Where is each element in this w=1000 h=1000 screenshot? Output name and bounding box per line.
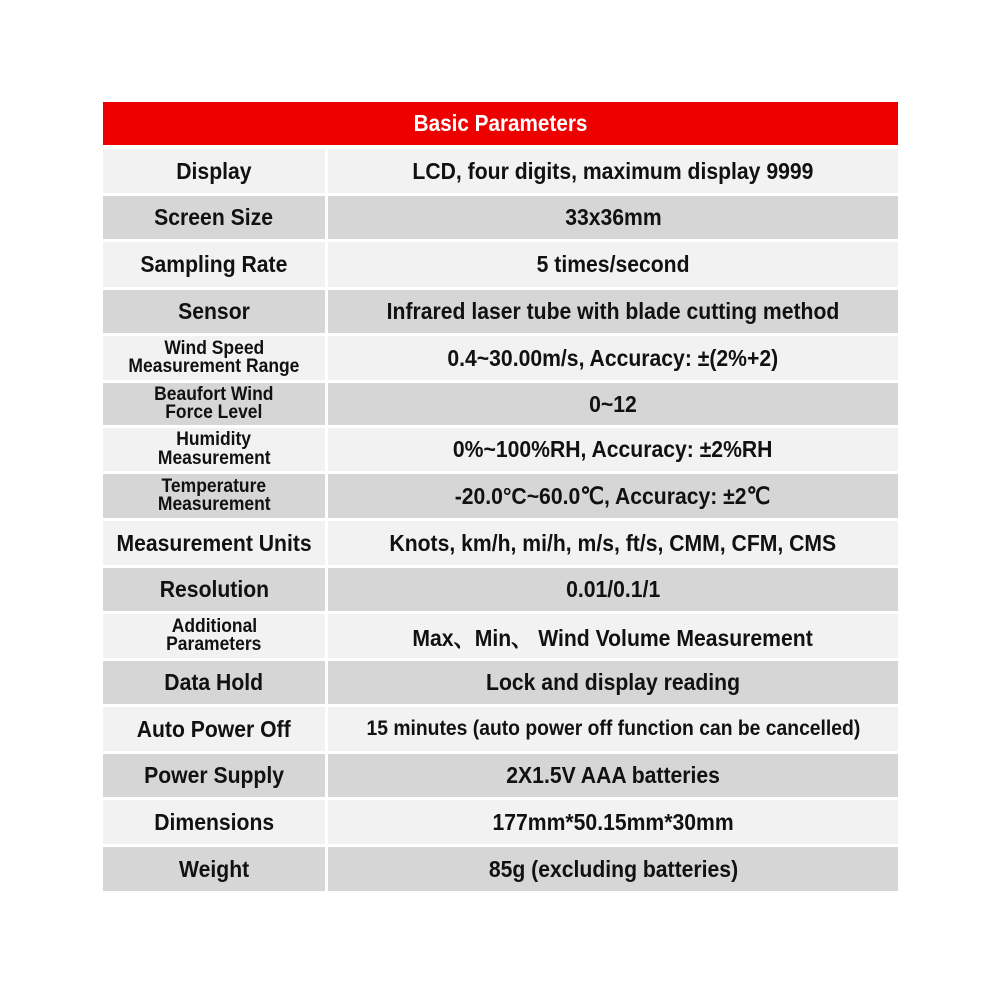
row-label — [103, 428, 325, 471]
cell-text: -20.0°C~60.0℃, Accuracy: ±2℃ — [455, 482, 771, 509]
row-label — [103, 196, 325, 239]
row-label — [103, 568, 325, 611]
cell-text: Sampling Rate — [140, 251, 288, 277]
cell-text: Power Supply — [144, 762, 284, 788]
table-row — [103, 847, 898, 891]
row-value — [328, 242, 898, 287]
cell-text: 2X1.5V AAA batteries — [506, 762, 720, 788]
row-label — [103, 383, 325, 425]
cell-text: Temperature — [161, 475, 267, 497]
cell-text: 0~12 — [589, 390, 637, 417]
row-value — [328, 196, 898, 239]
cell-text: Data Hold — [164, 669, 264, 695]
row-label — [103, 847, 325, 891]
row-value — [328, 383, 898, 425]
row-value — [328, 707, 898, 751]
cell-text: Wind Speed — [164, 337, 264, 359]
row-label — [103, 474, 325, 518]
cell-text: Force Level — [165, 402, 263, 423]
table-row — [103, 754, 898, 797]
cell-text: Additional — [171, 615, 257, 637]
cell-text: 0.01/0.1/1 — [565, 576, 661, 602]
cell-text: Display — [176, 157, 252, 184]
row-label — [103, 614, 325, 658]
cell-text: Parameters — [166, 634, 262, 655]
row-value — [328, 428, 898, 471]
row-label — [103, 149, 325, 193]
table-row — [103, 800, 898, 844]
cell-text: Infrared laser tube with blade cutting method — [386, 298, 840, 324]
cell-text: 15 minutes (auto power off function can be cancelled) — [366, 717, 860, 740]
cell-text: Auto Power Off — [136, 715, 291, 742]
cell-text: 5 times/second — [536, 251, 690, 277]
cell-text: Humidity — [176, 429, 252, 451]
cell-text: Resolution — [159, 576, 269, 602]
row-value — [328, 474, 898, 518]
row-value — [328, 754, 898, 797]
cell-text: 177mm*50.15mm*30mm — [492, 808, 734, 835]
table-row — [103, 521, 898, 565]
cell-text: 33x36mm — [564, 204, 662, 230]
row-label — [103, 754, 325, 797]
cell-text: Screen Size — [154, 204, 274, 230]
cell-text: 0%~100%RH, Accuracy: ±2%RH — [453, 436, 773, 462]
cell-text: Lock and display reading — [485, 669, 740, 695]
table-row — [103, 614, 898, 658]
table-row — [103, 149, 898, 193]
cell-text: Max、Min、 Wind Volume Measurement — [412, 624, 814, 651]
table-title-text: Basic Parameters — [413, 110, 588, 136]
table-row — [103, 383, 898, 425]
cell-text: Knots, km/h, mi/h, m/s, ft/s, CMM, CFM, CMS — [389, 529, 837, 556]
row-label — [103, 800, 325, 844]
row-label — [103, 242, 325, 287]
row-label — [103, 707, 325, 751]
table-row — [103, 336, 898, 380]
table-row — [103, 428, 898, 471]
cell-text: Measurement — [157, 447, 271, 469]
table-title — [103, 102, 898, 145]
cell-text: 0.4~30.00m/s, Accuracy: ±(2%+2) — [447, 344, 779, 371]
row-value — [328, 661, 898, 704]
table-row — [103, 242, 898, 287]
row-value — [328, 149, 898, 193]
table-row — [103, 290, 898, 333]
table-row — [103, 196, 898, 239]
row-value — [328, 847, 898, 891]
row-label — [103, 661, 325, 704]
table-body — [103, 149, 898, 891]
cell-text: Beaufort Wind — [154, 383, 274, 405]
cell-text: LCD, four digits, maximum display 9999 — [412, 157, 814, 184]
cell-text: Measurement — [157, 494, 271, 515]
cell-text: Measurement Units — [116, 529, 312, 556]
table-row — [103, 568, 898, 611]
cell-text: 85g (excluding batteries) — [488, 855, 738, 882]
row-value — [328, 614, 898, 658]
row-value — [328, 521, 898, 565]
row-value — [328, 290, 898, 333]
cell-text: Weight — [178, 855, 250, 882]
table-row — [103, 707, 898, 751]
table-row — [103, 661, 898, 704]
table-row — [103, 474, 898, 518]
cell-text: Sensor — [178, 298, 250, 324]
row-value — [328, 800, 898, 844]
row-value — [328, 568, 898, 611]
row-label — [103, 290, 325, 333]
row-value — [328, 336, 898, 380]
row-label — [103, 521, 325, 565]
parameters-table — [103, 102, 898, 894]
row-label — [103, 336, 325, 380]
cell-text: Dimensions — [154, 808, 274, 835]
cell-text: Measurement Range — [128, 356, 300, 377]
